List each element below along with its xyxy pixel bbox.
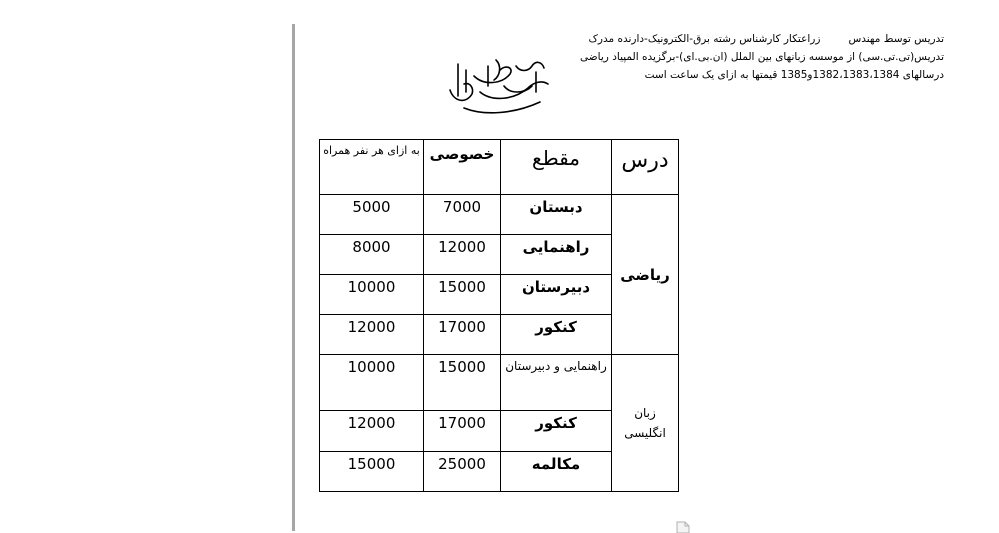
private-price-cell: 17000 bbox=[424, 315, 501, 355]
level-cell: راهنمایی و دبیرستان bbox=[501, 355, 612, 411]
private-price-cell: 15000 bbox=[424, 355, 501, 411]
intro-line-1 bbox=[524, 30, 944, 48]
subject-cell-math: ریاضی bbox=[612, 195, 679, 355]
basmala-calligraphy-image bbox=[444, 56, 554, 118]
page-corner-icon bbox=[676, 521, 690, 533]
level-cell: دبیرستان bbox=[501, 275, 612, 315]
page-margin-rule bbox=[292, 24, 295, 531]
level-cell: راهنمایی bbox=[501, 235, 612, 275]
level-cell: دبستان bbox=[501, 195, 612, 235]
header-per-person: به ازای هر نفر همراه bbox=[320, 140, 424, 195]
per-person-price-cell: 15000 bbox=[320, 452, 424, 492]
table-row bbox=[320, 195, 679, 235]
table-row bbox=[320, 355, 679, 411]
header-subject: درس bbox=[612, 140, 679, 195]
intro-line-2: تدریس(تی.تی.سی) از موسسه زبانهای بین الملل (ان.بی.ای)-برگزیده المپیاد ریاضی bbox=[580, 51, 944, 63]
per-person-price-cell: 10000 bbox=[320, 275, 424, 315]
per-person-price-cell: 10000 bbox=[320, 355, 424, 411]
intro-line-3: درسالهای 1382،1383،1384و1385 قیمتها به ازای یک ساعت است bbox=[644, 69, 944, 81]
per-person-price-cell: 5000 bbox=[320, 195, 424, 235]
header-private: خصوصی bbox=[424, 140, 501, 195]
level-cell: کنکور bbox=[501, 411, 612, 452]
level-cell: مکالمه bbox=[501, 452, 612, 492]
per-person-price-cell: 12000 bbox=[320, 411, 424, 452]
private-price-cell: 25000 bbox=[424, 452, 501, 492]
private-price-cell: 7000 bbox=[424, 195, 501, 235]
table-header-row bbox=[320, 140, 679, 195]
per-person-price-cell: 12000 bbox=[320, 315, 424, 355]
private-price-cell: 15000 bbox=[424, 275, 501, 315]
intro-line-1-a: تدریس توسط مهندس bbox=[848, 33, 944, 45]
header-level: مقطع bbox=[501, 140, 612, 195]
price-table bbox=[319, 139, 679, 492]
subject-cell-english: زبان انگلیسی bbox=[612, 355, 679, 492]
private-price-cell: 12000 bbox=[424, 235, 501, 275]
level-cell: کنکور bbox=[501, 315, 612, 355]
intro-text bbox=[524, 30, 944, 84]
private-price-cell: 17000 bbox=[424, 411, 501, 452]
intro-line-1-b: زراعتکار کارشناس رشته برق-الکترونیک-دارنده مدرک bbox=[588, 33, 821, 45]
per-person-price-cell: 8000 bbox=[320, 235, 424, 275]
